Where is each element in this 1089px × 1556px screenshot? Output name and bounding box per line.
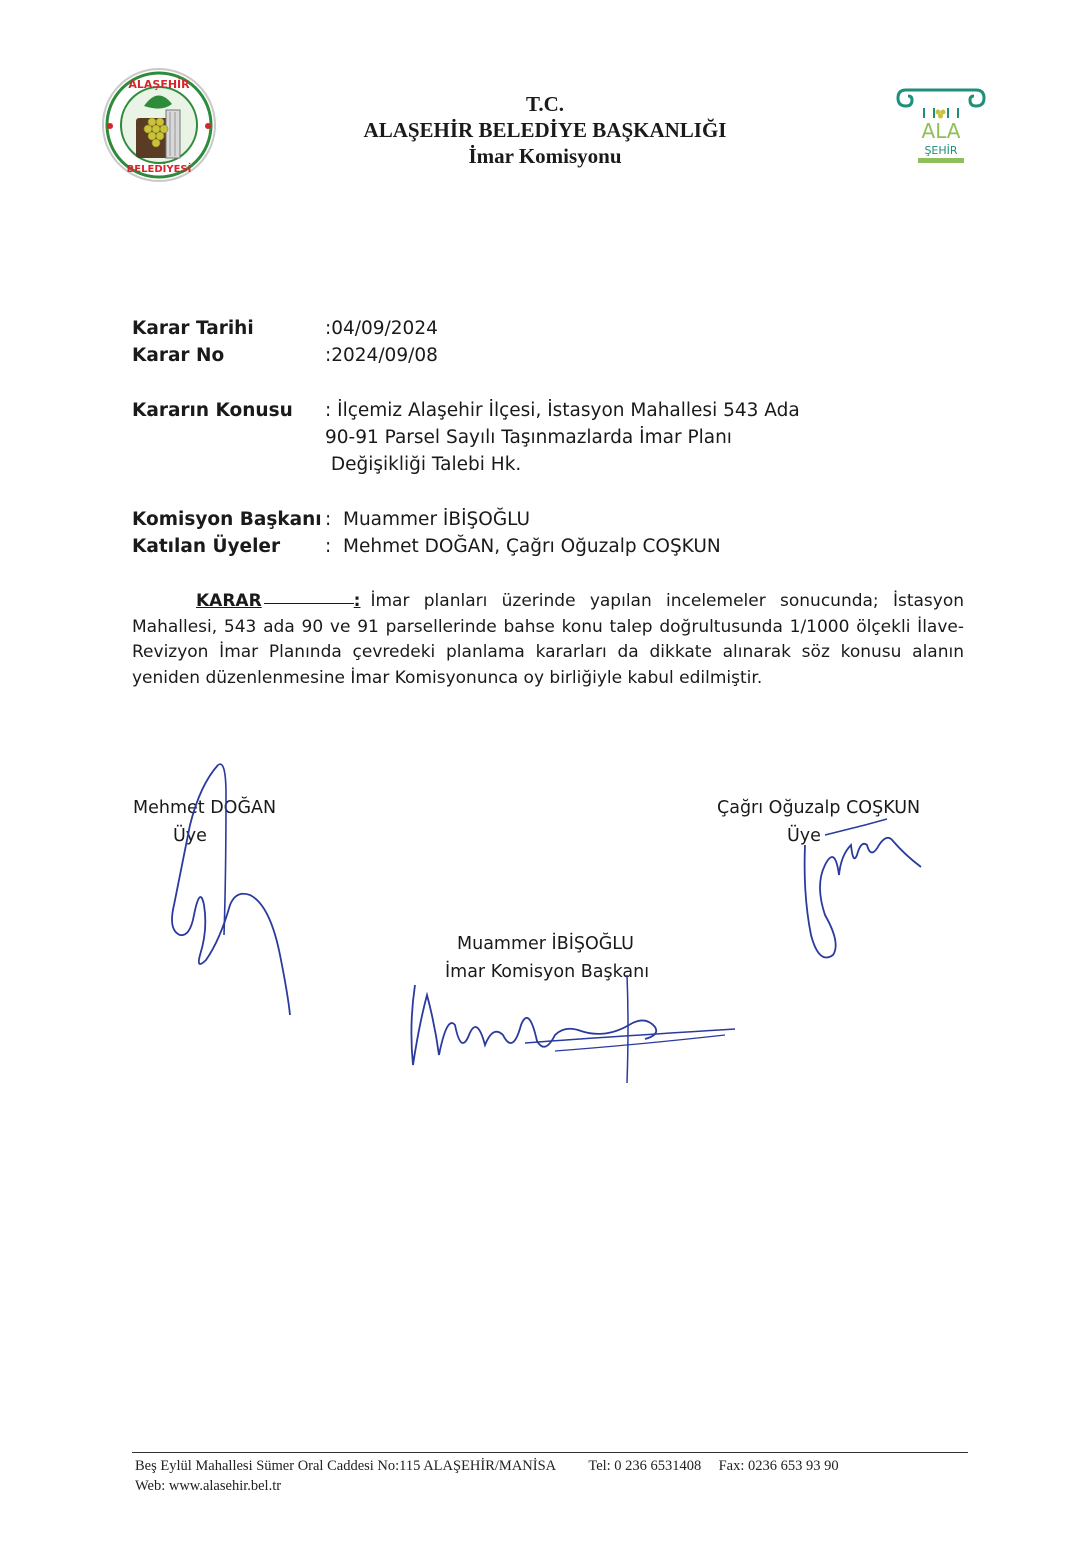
municipality-seal-logo bbox=[100, 66, 218, 184]
logo-right-text: ALA bbox=[921, 119, 961, 143]
members-label: Katılan Üyeler bbox=[132, 536, 281, 557]
subject-line-2: 90-91 Parsel Sayılı Taşınmazlarda İmar Planı bbox=[325, 427, 732, 448]
decision-date-value: :04/09/2024 bbox=[325, 318, 438, 339]
decision-text: İmar planları üzerinde yapılan incelemeler sonucunda; İstasyon Mahallesi, 543 ada 90 ve 91 parsellerinde bahse konu talep doğrultusunda 1/1000 ölçekli İlave-Revizyon İmar Planında çevredeki planlama kararları da dikkate alınarak söz konusu alanın yeniden düzenlenmesine İmar Komisyonunca oy birliğiyle kabul edilmiştir. bbox=[132, 591, 964, 688]
seal-text-bottom: BELEDİYESİ bbox=[126, 164, 192, 175]
decision-date-label: Karar Tarihi bbox=[132, 318, 254, 339]
footer-web: Web: www.alasehir.bel.tr bbox=[135, 1478, 282, 1494]
header-department: İmar Komisyonu bbox=[468, 144, 622, 168]
decision-subject-label: Kararın Konusu bbox=[132, 400, 293, 421]
footer-divider bbox=[132, 1452, 968, 1453]
footer-fax: Fax: 0236 653 93 90 bbox=[718, 1458, 839, 1474]
members-value: : Mehmet DOĞAN, Çağrı Oğuzalp COŞKUN bbox=[325, 536, 721, 557]
signatory-right-role: Üye bbox=[787, 826, 821, 846]
decision-label: KARAR bbox=[196, 591, 262, 611]
signature-right-handwriting bbox=[795, 815, 930, 965]
footer-tel: Tel: 0 236 6531408 bbox=[588, 1458, 702, 1474]
decision-colon: : bbox=[353, 591, 361, 611]
seal-text-top: ALAŞEHİR bbox=[128, 78, 190, 91]
chair-label: Komisyon Başkanı bbox=[132, 509, 322, 530]
decision-subject-value bbox=[325, 397, 845, 478]
signature-center-handwriting bbox=[405, 965, 740, 1085]
signatory-center-role: İmar Komisyon Başkanı bbox=[445, 962, 650, 982]
ala-sehir-logo bbox=[894, 88, 988, 166]
signatory-left-role: Üye bbox=[173, 826, 207, 846]
signatory-right-name: Çağrı Oğuzalp COŞKUN bbox=[717, 798, 921, 818]
decision-no-value: :2024/09/08 bbox=[325, 345, 438, 366]
signature-left-handwriting bbox=[160, 755, 300, 1020]
decision-body bbox=[132, 589, 964, 691]
footer-address-line bbox=[135, 1458, 839, 1475]
header-tc: T.C. bbox=[525, 92, 565, 116]
signatory-left-name: Mehmet DOĞAN bbox=[133, 798, 277, 818]
logo-right-sub: ŞEHİR bbox=[924, 144, 958, 157]
decision-no-label: Karar No bbox=[132, 345, 225, 366]
signatory-center-name: Muammer İBİŞOĞLU bbox=[457, 934, 634, 954]
header-institution: ALAŞEHİR BELEDİYE BAŞKANLIĞI bbox=[363, 118, 727, 142]
footer-address: Beş Eylül Mahallesi Sümer Oral Caddesi No:115 ALAŞEHİR/MANİSA bbox=[135, 1458, 556, 1474]
subject-line-3: Değişikliği Talebi Hk. bbox=[325, 454, 522, 475]
subject-line-1: : İlçemiz Alaşehir İlçesi, İstasyon Mahallesi 543 Ada bbox=[325, 400, 800, 421]
chair-value: : Muammer İBİŞOĞLU bbox=[325, 509, 531, 530]
